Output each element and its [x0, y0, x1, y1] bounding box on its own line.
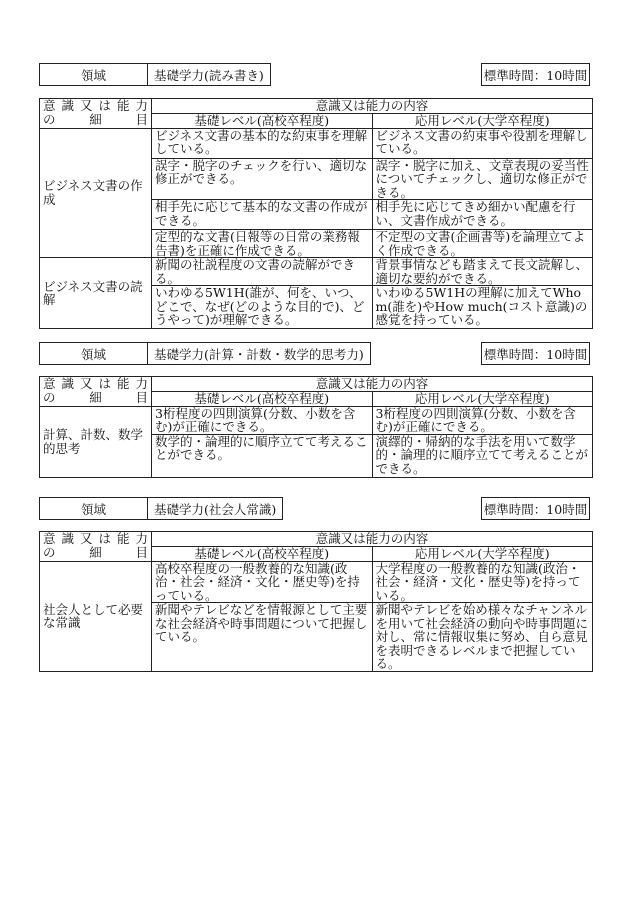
- area-label: 領域: [39, 497, 148, 520]
- applied-level-cell: 背景事情なども踏まえて長文読解し、適切な要約ができる。: [372, 258, 593, 286]
- applied-level-cell: 不定型の文書(企画書等)を論理立てよく作成できる。: [372, 230, 593, 258]
- header-skill-detail: [40, 532, 152, 562]
- header-skill-detail-line2: の 細 目: [43, 111, 148, 127]
- table-header-row: [40, 532, 593, 547]
- header-basic-level: 基礎レベル(高校卒程度): [152, 547, 373, 562]
- header-content-group: 意識又は能力の内容: [152, 377, 593, 392]
- standard-time: 標準時間：10時間: [481, 497, 590, 520]
- header-skill-detail-line2: の 細 目: [43, 389, 148, 405]
- basic-level-cell: 相手先に応じて基本的な文書の作成ができる。: [152, 200, 373, 230]
- applied-level-cell: 大学程度の一般教養的な知識(政治・社会・経済・文化・歴史等)を持っている。: [372, 561, 593, 603]
- basic-level-cell: ビジネス文書の基本的な約束事を理解している。: [152, 128, 373, 158]
- header-applied-level: 応用レベル(大学卒程度): [372, 392, 593, 407]
- basic-level-cell: 3桁程度の四則演算(分数、小数を含む)が正確にできる。: [152, 406, 373, 434]
- standard-time: 標準時間：10時間: [481, 342, 590, 365]
- header-applied-level: 応用レベル(大学卒程度): [372, 547, 593, 562]
- header-applied-level: 応用レベル(大学卒程度): [372, 114, 593, 129]
- header-basic-level: 基礎レベル(高校卒程度): [152, 114, 373, 129]
- area-title: 基礎学力(計算・計数・数学的思考力): [147, 342, 371, 365]
- skill-table: [39, 531, 593, 672]
- applied-level-cell: ビジネス文書の約束事や役割を理解している。: [372, 128, 593, 158]
- area-title: 基礎学力(読み書き): [147, 63, 271, 86]
- area-label: 領域: [39, 63, 148, 86]
- area-title: 基礎学力(社会人常識): [147, 497, 283, 520]
- section-header: [39, 497, 590, 520]
- applied-level-cell: 誤字・脱字に加え、文章表現の妥当性についてチェックし、適切な修正ができる。: [372, 158, 593, 200]
- basic-level-cell: いわゆる5W1H(誰が、何を、いつ、どこで、なぜ(どのような目的で)、どうやって)が理解できる。: [152, 286, 373, 329]
- table-row: [40, 406, 593, 434]
- skill-category: ビジネス文書の作成: [40, 128, 152, 258]
- skill-category: ビジネス文書の読解: [40, 258, 152, 329]
- header-skill-detail-line1: 意識又は能力: [43, 98, 148, 113]
- applied-level-cell: 3桁程度の四則演算(分数、小数を含む)が正確にできる。: [372, 406, 593, 434]
- basic-level-cell: 定型的な文書(日報等の日常の業務報告書)を正確に作成できる。: [152, 230, 373, 258]
- basic-level-cell: 数学的・論理的に順序立てて考えることができる。: [152, 434, 373, 477]
- section-header: [39, 342, 590, 365]
- basic-level-cell: 新聞の社説程度の文書の読解ができる。: [152, 258, 373, 286]
- table-header-row: [40, 99, 593, 114]
- applied-level-cell: いわゆる5W1Hの理解に加えてWhom(誰を)やHow much(コスト意識)の感覚を持っている。: [372, 286, 593, 329]
- header-basic-level: 基礎レベル(高校卒程度): [152, 392, 373, 407]
- applied-level-cell: 演繹的・帰納的な手法を用いて数学的・論理的に順序立てて考えることができる。: [372, 434, 593, 477]
- basic-level-cell: 誤字・脱字のチェックを行い、適切な修正ができる。: [152, 158, 373, 200]
- header-skill-detail-line1: 意識又は能力: [43, 376, 148, 391]
- skill-table: [39, 376, 593, 478]
- skill-category: 計算、計数、数学的思考: [40, 406, 152, 477]
- table-header-row: [40, 377, 593, 392]
- table-row: [40, 128, 593, 158]
- table-row: [40, 258, 593, 286]
- header-content-group: 意識又は能力の内容: [152, 99, 593, 114]
- header-content-group: 意識又は能力の内容: [152, 532, 593, 547]
- applied-level-cell: 相手先に応じてきめ細かい配慮を行い、文書作成ができる。: [372, 200, 593, 230]
- header-skill-detail-line2: の 細 目: [43, 544, 148, 560]
- header-skill-detail: [40, 99, 152, 129]
- section-header: [39, 63, 590, 86]
- header-skill-detail: [40, 377, 152, 407]
- basic-level-cell: 高校卒程度の一般教養的な知識(政治・社会・経済・文化・歴史等)を持っている。: [152, 561, 373, 603]
- skill-table: [39, 98, 593, 329]
- header-skill-detail-line1: 意識又は能力: [43, 531, 148, 546]
- table-row: [40, 561, 593, 603]
- area-label: 領域: [39, 342, 148, 365]
- skill-category: 社会人として必要な常識: [40, 561, 152, 671]
- applied-level-cell: 新聞やテレビを始め様々なチャンネルを用いて社会経済の動向や時事問題に対し、常に情報収集に努め、自ら意見を表明できるレベルまで把握している。: [372, 603, 593, 672]
- basic-level-cell: 新聞やテレビなどを情報源として主要な社会経済や時事問題について把握している。: [152, 603, 373, 672]
- standard-time: 標準時間：10時間: [481, 63, 590, 86]
